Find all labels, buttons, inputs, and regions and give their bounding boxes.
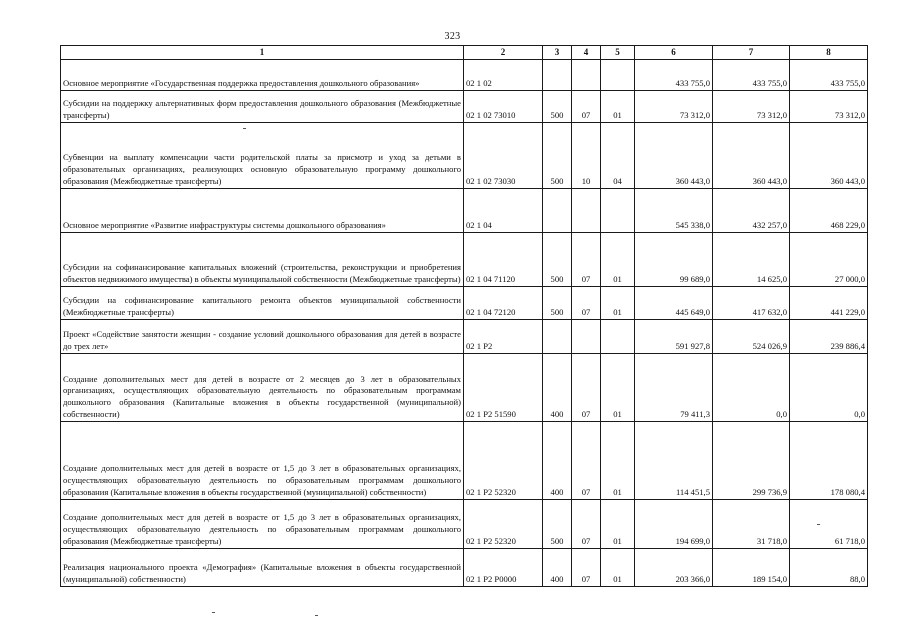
column-header: 1 <box>61 46 464 60</box>
row-value-3: 27 000,0 <box>790 233 868 287</box>
row-vr: 500 <box>543 233 572 287</box>
column-header: 7 <box>713 46 790 60</box>
row-vr <box>543 189 572 233</box>
row-vr: 400 <box>543 422 572 500</box>
row-rz: 07 <box>572 549 601 587</box>
row-value-2: 432 257,0 <box>713 189 790 233</box>
row-value-2: 73 312,0 <box>713 91 790 123</box>
row-value-2: 14 625,0 <box>713 233 790 287</box>
row-value-3: 0,0 <box>790 354 868 422</box>
row-value-1: 545 338,0 <box>635 189 713 233</box>
scan-speck <box>315 615 318 616</box>
column-header: 2 <box>464 46 543 60</box>
column-header: 8 <box>790 46 868 60</box>
row-value-2: 0,0 <box>713 354 790 422</box>
row-rz: 07 <box>572 233 601 287</box>
table-row <box>61 549 868 587</box>
row-name: Субсидии на софинансирование капитальных вложений (строительства, реконструкции и приобретения объектов недвижимого имущества) в объекты муниципальной собственности (Межбюджетные трансферты) <box>61 233 464 287</box>
row-code: 02 1 P2 P0000 <box>464 549 543 587</box>
row-vr: 500 <box>543 123 572 189</box>
row-value-3: 88,0 <box>790 549 868 587</box>
table-row <box>61 422 868 500</box>
row-name: Субсидии на поддержку альтернативных форм предоставления дошкольного образования (Межбюджетные трансферты) <box>61 91 464 123</box>
row-code: 02 1 04 71120 <box>464 233 543 287</box>
row-value-2: 417 632,0 <box>713 287 790 320</box>
column-header: 5 <box>601 46 635 60</box>
table-row <box>61 354 868 422</box>
row-pr: 01 <box>601 500 635 549</box>
row-name: Субсидии на софинансирование капитального ремонта объектов муниципальной собственности (Межбюджетные трансферты) <box>61 287 464 320</box>
row-code: 02 1 02 73010 <box>464 91 543 123</box>
table-row <box>61 189 868 233</box>
row-code: 02 1 04 72120 <box>464 287 543 320</box>
row-rz: 07 <box>572 354 601 422</box>
table-row <box>61 123 868 189</box>
row-value-3: 468 229,0 <box>790 189 868 233</box>
row-name: Основное мероприятие «Государственная поддержка предоставления дошкольного образования» <box>61 60 464 91</box>
header-row <box>61 46 868 60</box>
row-vr: 500 <box>543 500 572 549</box>
row-code: 02 1 P2 <box>464 320 543 354</box>
row-pr: 01 <box>601 354 635 422</box>
row-value-1: 79 411,3 <box>635 354 713 422</box>
row-value-3: 178 080,4 <box>790 422 868 500</box>
row-value-2: 189 154,0 <box>713 549 790 587</box>
table-row <box>61 91 868 123</box>
row-name: Создание дополнительных мест для детей в возрасте от 1,5 до 3 лет в образовательных организациях, осуществляющих образовательную деятельность по образовательным программам дошкольного образования (Межбюджетные трансферты) <box>61 500 464 549</box>
budget-table <box>60 45 868 587</box>
row-value-1: 73 312,0 <box>635 91 713 123</box>
row-pr: 01 <box>601 422 635 500</box>
row-name: Субвенции на выплату компенсации части родительской платы за присмотр и уход за детьми в образовательных организациях, реализующих основную образовательную программу дошкольного образования (Межбюджетные трансферты) <box>61 123 464 189</box>
row-vr <box>543 320 572 354</box>
row-code: 02 1 04 <box>464 189 543 233</box>
row-pr <box>601 60 635 91</box>
row-value-2: 31 718,0 <box>713 500 790 549</box>
row-value-1: 445 649,0 <box>635 287 713 320</box>
column-header: 4 <box>572 46 601 60</box>
row-value-1: 203 366,0 <box>635 549 713 587</box>
row-rz: 07 <box>572 422 601 500</box>
row-pr: 01 <box>601 549 635 587</box>
row-value-3: 73 312,0 <box>790 91 868 123</box>
row-value-1: 114 451,5 <box>635 422 713 500</box>
row-rz <box>572 60 601 91</box>
row-value-1: 99 689,0 <box>635 233 713 287</box>
row-pr: 01 <box>601 287 635 320</box>
scan-speck <box>243 128 246 129</box>
column-header: 6 <box>635 46 713 60</box>
row-rz: 07 <box>572 500 601 549</box>
row-value-3: 61 718,0 <box>790 500 868 549</box>
table-row <box>61 60 868 91</box>
row-code: 02 1 P2 52320 <box>464 500 543 549</box>
row-name: Создание дополнительных мест для детей в возрасте от 2 месяцев до 3 лет в образовательных организациях, осуществляющих образовательную деятельность по образовательным программам дошкольного образования (Капитальные вложения в объекты государственной (муниципальной) собственности) <box>61 354 464 422</box>
row-pr <box>601 320 635 354</box>
row-code: 02 1 02 <box>464 60 543 91</box>
row-value-1: 360 443,0 <box>635 123 713 189</box>
row-value-2: 299 736,9 <box>713 422 790 500</box>
scan-speck <box>212 612 215 613</box>
row-rz: 10 <box>572 123 601 189</box>
row-rz <box>572 320 601 354</box>
row-value-3: 441 229,0 <box>790 287 868 320</box>
row-value-1: 591 927,8 <box>635 320 713 354</box>
row-value-3: 433 755,0 <box>790 60 868 91</box>
row-value-3: 360 443,0 <box>790 123 868 189</box>
row-vr: 500 <box>543 91 572 123</box>
row-pr: 01 <box>601 91 635 123</box>
table-row <box>61 287 868 320</box>
row-vr <box>543 60 572 91</box>
row-pr: 01 <box>601 233 635 287</box>
row-value-2: 360 443,0 <box>713 123 790 189</box>
row-name: Проект «Содействие занятости женщин - создание условий дошкольного образования для детей в возрасте до трех лет» <box>61 320 464 354</box>
table-row <box>61 500 868 549</box>
row-value-1: 194 699,0 <box>635 500 713 549</box>
row-code: 02 1 02 73030 <box>464 123 543 189</box>
table-row <box>61 320 868 354</box>
column-header: 3 <box>543 46 572 60</box>
row-name: Создание дополнительных мест для детей в возрасте от 1,5 до 3 лет в образовательных организациях, осуществляющих образовательную деятельность по образовательным программам дошкольного образования (Капитальные вложения в объекты государственной (муниципальной) собственности) <box>61 422 464 500</box>
table-body <box>61 60 868 587</box>
row-value-3: 239 886,4 <box>790 320 868 354</box>
row-name: Основное мероприятие «Развитие инфраструктуры системы дошкольного образования» <box>61 189 464 233</box>
row-value-1: 433 755,0 <box>635 60 713 91</box>
row-pr <box>601 189 635 233</box>
scan-speck <box>817 524 820 525</box>
page-number: 323 <box>444 31 461 42</box>
row-name: Реализация национального проекта «Демография» (Капитальные вложения в объекты государственной (муниципальной) собственности) <box>61 549 464 587</box>
row-rz <box>572 189 601 233</box>
row-code: 02 1 P2 51590 <box>464 354 543 422</box>
row-pr: 04 <box>601 123 635 189</box>
row-vr: 400 <box>543 549 572 587</box>
row-rz: 07 <box>572 91 601 123</box>
table-row <box>61 233 868 287</box>
row-code: 02 1 P2 52320 <box>464 422 543 500</box>
row-vr: 400 <box>543 354 572 422</box>
row-value-2: 433 755,0 <box>713 60 790 91</box>
row-rz: 07 <box>572 287 601 320</box>
row-value-2: 524 026,9 <box>713 320 790 354</box>
row-vr: 500 <box>543 287 572 320</box>
